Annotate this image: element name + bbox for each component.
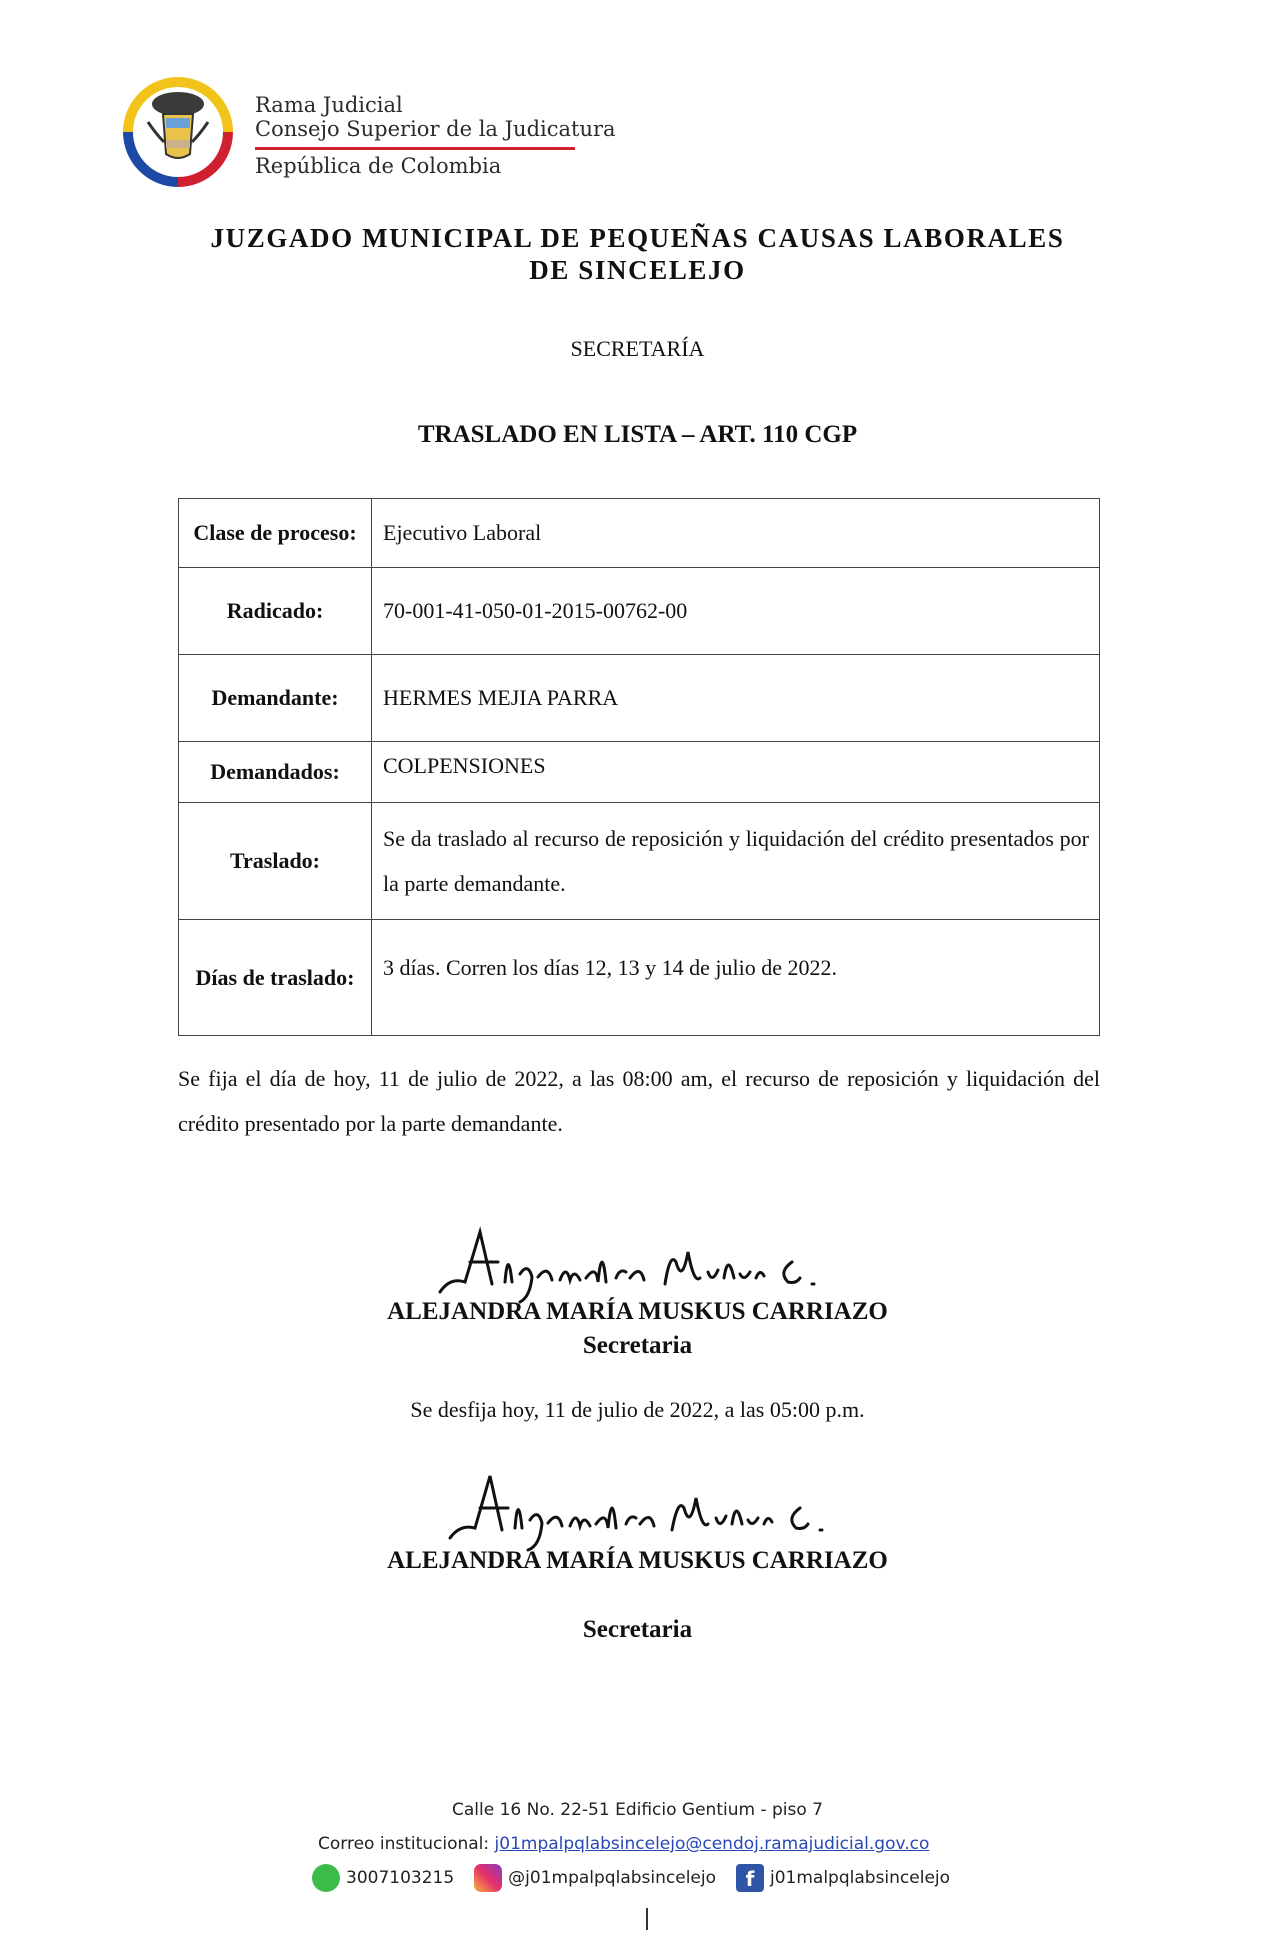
logo-line-rama-judicial: Rama Judicial xyxy=(255,93,403,117)
table-row xyxy=(179,655,1100,742)
signer-name: ALEJANDRA MARÍA MUSKUS CARRIAZO xyxy=(387,1547,888,1574)
row-label: Días de traslado: xyxy=(179,920,372,1036)
row-label: Demandados: xyxy=(179,742,372,803)
row-label: Demandante: xyxy=(179,655,372,742)
court-name-line-1: JUZGADO MUNICIPAL DE PEQUEÑAS CAUSAS LABORALES xyxy=(210,223,1065,253)
signer-role: Secretaria xyxy=(582,1616,693,1643)
signer-role: Secretaria xyxy=(582,1332,693,1359)
fija-paragraph: Se fija el día de hoy, 11 de julio de 2022, a las 08:00 am, el recurso de reposición y liquidación del crédito presentado por la parte demandante. xyxy=(178,1066,1100,1136)
row-value: 3 días. Corren los días 12, 13 y 14 de julio de 2022. xyxy=(372,920,1100,1036)
section-heading: SECRETARÍA xyxy=(570,336,705,361)
footer-email-line xyxy=(318,1834,929,1854)
logo-divider xyxy=(255,147,575,150)
document-title: TRASLADO EN LISTA – ART. 110 CGP xyxy=(417,421,858,448)
page-marker xyxy=(646,1908,648,1930)
facebook-handle[interactable]: j01malpqlabsincelejo xyxy=(770,1868,951,1888)
phone-number: 3007103215 xyxy=(346,1868,455,1888)
row-value: COLPENSIONES xyxy=(372,742,1100,803)
rama-judicial-logo xyxy=(108,62,248,202)
whatsapp-icon xyxy=(312,1864,340,1892)
case-info-table xyxy=(178,498,1100,1036)
row-label: Traslado: xyxy=(179,803,372,920)
handwritten-signature xyxy=(440,1466,860,1552)
row-value: Ejecutivo Laboral xyxy=(372,499,1100,568)
row-label: Clase de proceso: xyxy=(179,499,372,568)
table-row xyxy=(179,499,1100,568)
desfija-paragraph: Se desfija hoy, 11 de julio de 2022, a las 05:00 p.m. xyxy=(410,1397,865,1422)
email-link[interactable]: j01mpalpqlabsincelejo@cendoj.ramajudicial.gov.co xyxy=(494,1834,930,1854)
table-row xyxy=(179,568,1100,655)
footer-address: Calle 16 No. 22-51 Edificio Gentium - piso 7 xyxy=(452,1800,823,1820)
facebook-icon: f xyxy=(736,1864,764,1892)
row-value: 70-001-41-050-01-2015-00762-00 xyxy=(372,568,1100,655)
table-row xyxy=(179,742,1100,803)
logo-line-republica: República de Colombia xyxy=(255,154,502,178)
court-name-line-2: DE SINCELEJO xyxy=(529,255,746,285)
court-name xyxy=(0,222,1275,286)
instagram-handle[interactable]: @j01mpalpqlabsincelejo xyxy=(508,1868,716,1888)
logo-line-consejo: Consejo Superior de la Judicatura xyxy=(255,117,616,141)
row-value: Se da traslado al recurso de reposición y liquidación del crédito presentados por la parte demandante. xyxy=(372,803,1100,920)
row-value: HERMES MEJIA PARRA xyxy=(372,655,1100,742)
instagram-icon xyxy=(474,1864,502,1892)
table-row xyxy=(179,803,1100,920)
handwritten-signature xyxy=(420,1222,840,1304)
email-label: Correo institucional: xyxy=(318,1834,490,1854)
table-row xyxy=(179,920,1100,1036)
footer-social-line xyxy=(312,1864,964,1892)
signer-name: ALEJANDRA MARÍA MUSKUS CARRIAZO xyxy=(387,1298,888,1325)
row-label: Radicado: xyxy=(179,568,372,655)
